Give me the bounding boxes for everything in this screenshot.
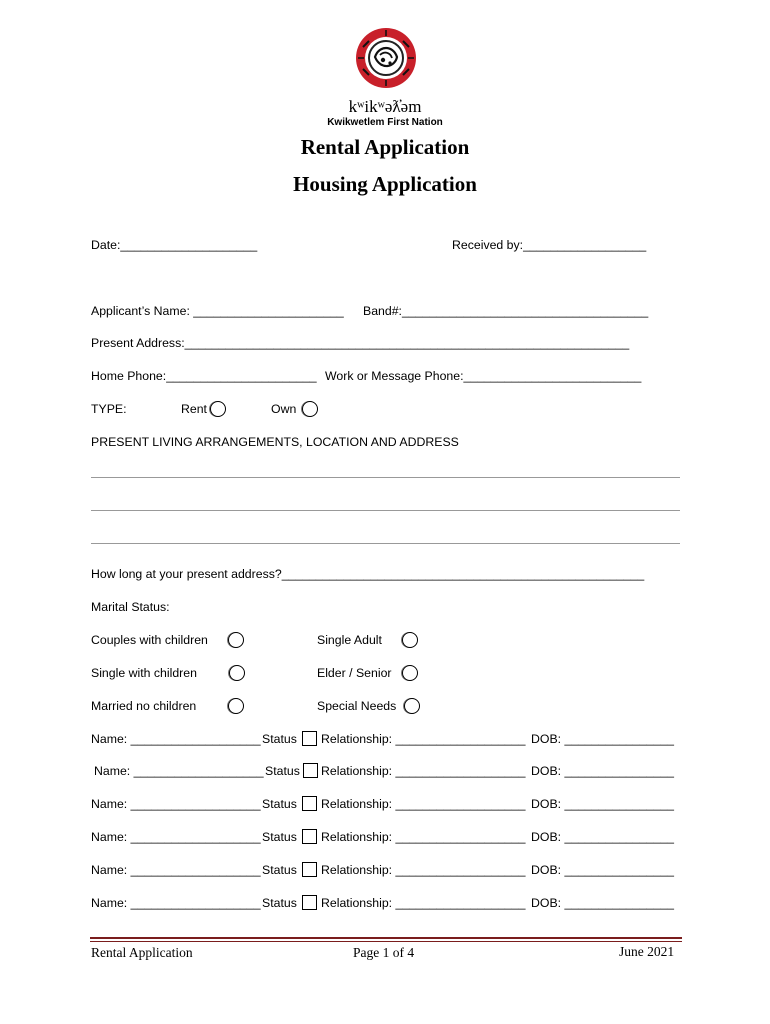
page-title: Rental Application [300, 135, 470, 159]
member-name-field[interactable]: Name: ___________________ [91, 830, 261, 844]
couples-with-children-radio[interactable] [228, 632, 244, 648]
member-status-label: Status [262, 732, 297, 746]
work-phone-field[interactable]: Work or Message Phone:__________________________ [325, 369, 642, 383]
member-status-checkbox[interactable] [303, 763, 318, 778]
rent-label: Rent [181, 402, 207, 416]
member-dob-field[interactable]: DOB: ________________ [531, 732, 674, 746]
member-status-label: Status [265, 764, 300, 778]
band-number-field[interactable]: Band#:____________________________________ [363, 304, 649, 318]
rent-radio[interactable] [210, 401, 226, 417]
marital-status-label: Marital Status: [91, 600, 170, 614]
org-script-name: kʷikʷəƛ̓əm [348, 97, 422, 116]
married-no-children-radio[interactable] [228, 698, 244, 714]
applicant-name-field[interactable]: Applicant’s Name: ______________________ [91, 304, 344, 318]
member-status-label: Status [262, 896, 297, 910]
member-name-field[interactable]: Name: ___________________ [91, 732, 261, 746]
living-line-2[interactable] [91, 510, 680, 511]
footer-page-number: Page 1 of 4 [353, 945, 415, 960]
org-name: Kwikwetlem First Nation [327, 117, 443, 128]
member-dob-field[interactable]: DOB: ________________ [531, 896, 674, 910]
member-dob-field[interactable]: DOB: ________________ [531, 764, 674, 778]
member-relationship-field[interactable]: Relationship: ___________________ [321, 863, 526, 877]
footer-doc-name: Rental Application [91, 945, 193, 960]
own-label: Own [271, 402, 297, 416]
member-dob-field[interactable]: DOB: ________________ [531, 863, 674, 877]
member-name-field[interactable]: Name: ___________________ [91, 797, 261, 811]
footer-rule [90, 941, 682, 942]
elder-senior-radio[interactable] [402, 665, 418, 681]
member-status-checkbox[interactable] [302, 829, 317, 844]
member-dob-field[interactable]: DOB: ________________ [531, 830, 674, 844]
marital-option-label: Special Needs [317, 699, 397, 713]
member-relationship-field[interactable]: Relationship: ___________________ [321, 732, 526, 746]
living-line-3[interactable] [91, 543, 680, 544]
marital-option-label: Single with children [91, 666, 197, 680]
own-radio[interactable] [302, 401, 318, 417]
member-status-checkbox[interactable] [302, 731, 317, 746]
received-by-field[interactable]: Received by:__________________ [452, 238, 647, 252]
organization-logo [355, 27, 417, 89]
member-status-checkbox[interactable] [302, 796, 317, 811]
member-name-field[interactable]: Name: ___________________ [91, 863, 261, 877]
marital-option-label: Couples with children [91, 633, 208, 647]
member-dob-field[interactable]: DOB: ________________ [531, 797, 674, 811]
living-arrangements-heading: PRESENT LIVING ARRANGEMENTS, LOCATION AND ADDRESS [91, 435, 459, 449]
living-line-1[interactable] [91, 477, 680, 478]
page-subtitle: Housing Application [293, 172, 477, 196]
how-long-field[interactable]: How long at your present address?_____________________________________________________ [91, 567, 645, 581]
single-adult-radio[interactable] [402, 632, 418, 648]
type-label: TYPE: [91, 402, 127, 416]
member-status-label: Status [262, 863, 297, 877]
footer-rule [90, 937, 682, 939]
member-relationship-field[interactable]: Relationship: ___________________ [321, 764, 526, 778]
marital-option-label: Married no children [91, 699, 197, 713]
member-relationship-field[interactable]: Relationship: ___________________ [321, 797, 526, 811]
member-status-checkbox[interactable] [302, 862, 317, 877]
member-relationship-field[interactable]: Relationship: ___________________ [321, 830, 526, 844]
marital-option-label: Single Adult [317, 633, 382, 647]
special-needs-radio[interactable] [404, 698, 420, 714]
member-relationship-field[interactable]: Relationship: ___________________ [321, 896, 526, 910]
member-name-field[interactable]: Name: ___________________ [91, 896, 261, 910]
marital-option-label: Elder / Senior [317, 666, 392, 680]
home-phone-field[interactable]: Home Phone:______________________ [91, 369, 317, 383]
member-status-checkbox[interactable] [302, 895, 317, 910]
member-name-field[interactable]: Name: ___________________ [94, 764, 264, 778]
single-with-children-radio[interactable] [229, 665, 245, 681]
footer-date: June 2021 [619, 944, 675, 959]
date-field[interactable]: Date:____________________ [91, 238, 258, 252]
member-status-label: Status [262, 830, 297, 844]
member-status-label: Status [262, 797, 297, 811]
present-address-field[interactable]: Present Address:_________________________________________________________________ [91, 336, 630, 350]
